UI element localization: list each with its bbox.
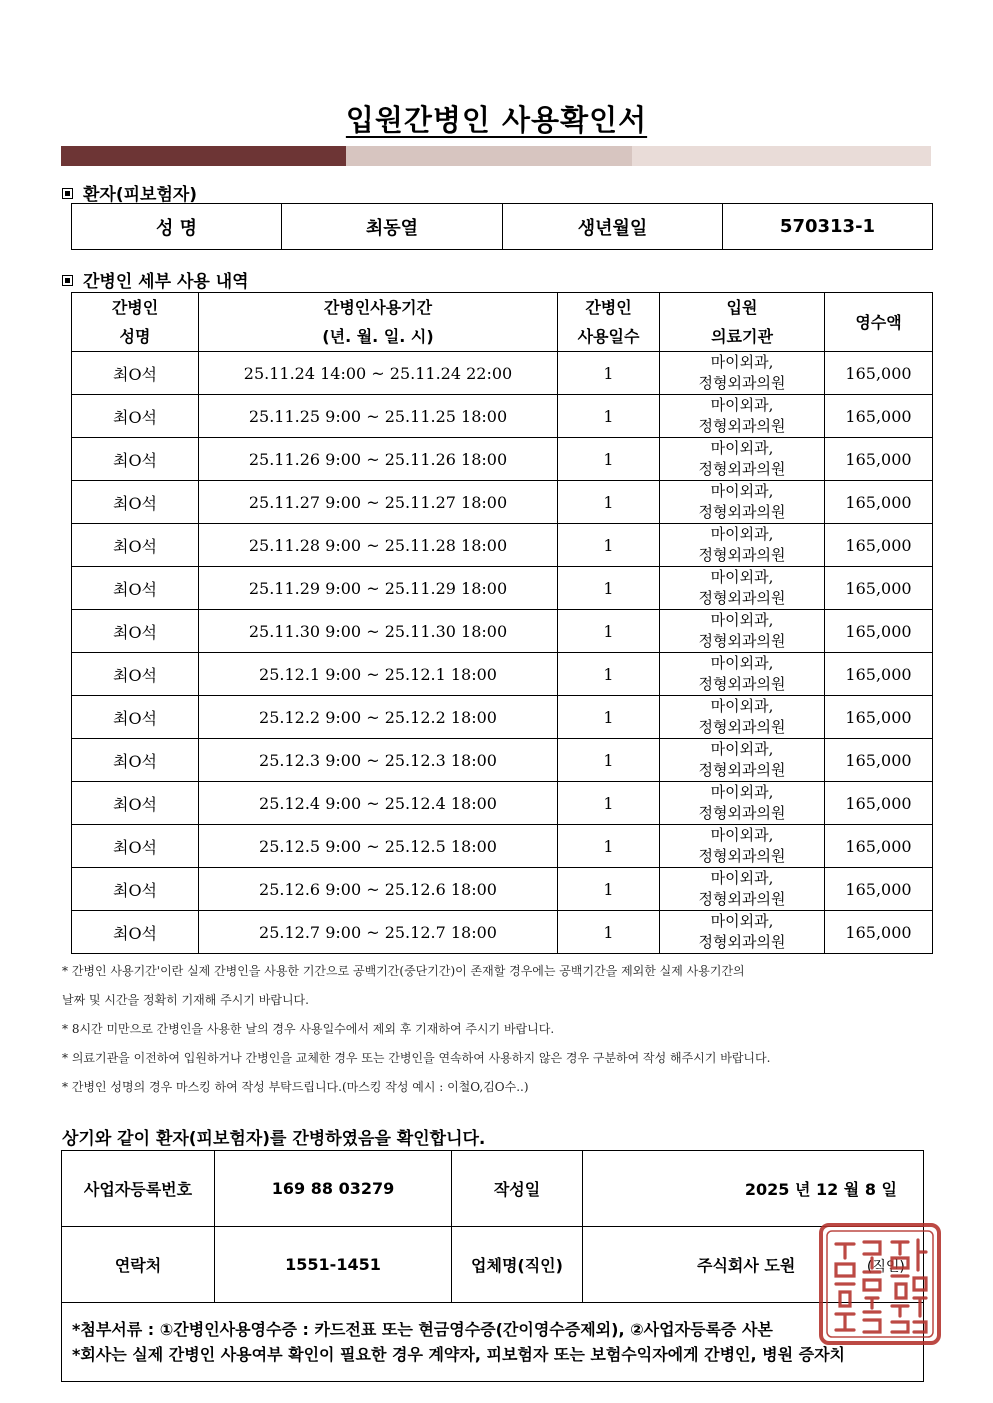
usage-days: 1 (558, 825, 660, 868)
header-hospital: 입원 의료기관 (660, 293, 825, 352)
notes (62, 962, 942, 1107)
usage-period: 25.11.29 9:00 ~ 25.11.29 18:00 (199, 567, 558, 610)
hospital (660, 481, 825, 524)
seal-glyphs (836, 1240, 926, 1332)
hospital-line: 마이외과, (710, 783, 774, 801)
hospital-line: 마이외과, (710, 697, 774, 715)
caregiver-name: 최O석 (72, 739, 199, 782)
note-line: * 의료기관을 이전하여 입원하거나 간병인을 교체한 경우 또는 간병인을 연속하여 사용하지 않은 경우 구분하여 작성 해주시기 바랍니다. (62, 1051, 771, 1065)
note-line: * 8시간 미만으로 간병인을 사용한 날의 경우 사용일수에서 제외 후 기재하여 주시기 바랍니다. (62, 1022, 555, 1036)
company-name: 주식회사 도원 (697, 1256, 796, 1275)
usage-days: 1 (558, 524, 660, 567)
usage-period: 25.12.2 9:00 ~ 25.12.2 18:00 (199, 696, 558, 739)
hospital-line: 마이외과, (710, 826, 774, 844)
header-amount: 영수액 (825, 293, 933, 352)
header-days: 간병인 사용일수 (558, 293, 660, 352)
hospital-line: 정형외과의원 (698, 374, 786, 392)
usage-days: 1 (558, 653, 660, 696)
table-row (72, 868, 933, 911)
usage-period: 25.11.27 9:00 ~ 25.11.27 18:00 (199, 481, 558, 524)
usage-period: 25.12.3 9:00 ~ 25.12.3 18:00 (199, 739, 558, 782)
title-bar-mid (346, 146, 632, 166)
caregiver-name: 최O석 (72, 567, 199, 610)
usage-period: 25.11.24 14:00 ~ 25.11.24 22:00 (199, 352, 558, 395)
usage-days: 1 (558, 696, 660, 739)
usage-days: 1 (558, 481, 660, 524)
hospital (660, 524, 825, 567)
amount: 165,000 (825, 352, 933, 395)
hospital-line: 정형외과의원 (698, 632, 786, 650)
amount: 165,000 (825, 911, 933, 954)
hospital (660, 782, 825, 825)
hospital-line: 마이외과, (710, 482, 774, 500)
hospital-line: 정형외과의원 (698, 718, 786, 736)
hospital (660, 610, 825, 653)
hospital-line: 마이외과, (710, 654, 774, 672)
hospital-line: 정형외과의원 (698, 847, 786, 865)
hospital-line: 마이외과, (710, 869, 774, 887)
table-row (72, 653, 933, 696)
amount: 165,000 (825, 438, 933, 481)
usage-period: 25.12.7 9:00 ~ 25.12.7 18:00 (199, 911, 558, 954)
caregiver-name: 최O석 (72, 825, 199, 868)
company-label: 업체명(직인) (452, 1227, 583, 1303)
header-period: 간병인사용기간 (년. 월. 일. 시) (199, 293, 558, 352)
amount: 165,000 (825, 395, 933, 438)
hospital-line: 정형외과의원 (698, 460, 786, 478)
seal-mark: (직인) (866, 1259, 905, 1275)
hospital-line: 마이외과, (710, 568, 774, 586)
hospital (660, 696, 825, 739)
name-label: 성 명 (72, 204, 282, 250)
hospital (660, 739, 825, 782)
table-row (72, 696, 933, 739)
caregiver-name: 최O석 (72, 782, 199, 825)
caregiver-name: 최O석 (72, 696, 199, 739)
hospital (660, 653, 825, 696)
hospital-line: 마이외과, (710, 525, 774, 543)
usage-period: 25.12.4 9:00 ~ 25.12.4 18:00 (199, 782, 558, 825)
usage-period: 25.12.5 9:00 ~ 25.12.5 18:00 (199, 825, 558, 868)
amount: 165,000 (825, 524, 933, 567)
reg-no-value: 169 88 03279 (215, 1151, 452, 1227)
hospital-line: 정형외과의원 (698, 804, 786, 822)
hospital-line: 정형외과의원 (698, 503, 786, 521)
title-bar-dark (61, 146, 346, 166)
note-line: * 간병인 사용기간'이란 실제 간병인을 사용한 기간으로 공백기간(중단기간)이 존재할 경우에는 공백기간을 제외한 실제 사용기간의 (62, 964, 745, 978)
hospital (660, 352, 825, 395)
company-table (61, 1150, 924, 1382)
patient-section-heading: 환자(피보험자) (62, 180, 197, 205)
hospital (660, 567, 825, 610)
table-row (72, 395, 933, 438)
usage-period: 25.11.25 9:00 ~ 25.11.25 18:00 (199, 395, 558, 438)
caregiver-detail-table (71, 292, 933, 954)
caregiver-name: 최O석 (72, 438, 199, 481)
document-title: 입원간병인 사용확인서 (345, 103, 648, 137)
title-bar-light (632, 146, 931, 166)
patient-name: 최동열 (282, 204, 503, 250)
table-row (72, 567, 933, 610)
amount: 165,000 (825, 610, 933, 653)
amount: 165,000 (825, 481, 933, 524)
caregiver-name: 최O석 (72, 653, 199, 696)
usage-period: 25.12.6 9:00 ~ 25.12.6 18:00 (199, 868, 558, 911)
hospital-line: 마이외과, (710, 353, 774, 371)
usage-period: 25.11.26 9:00 ~ 25.11.26 18:00 (199, 438, 558, 481)
note-line: 날짜 및 시간을 정확히 기재해 주시기 바랍니다. (62, 993, 309, 1007)
reg-no-label: 사업자등록번호 (62, 1151, 215, 1227)
usage-days: 1 (558, 911, 660, 954)
usage-days: 1 (558, 567, 660, 610)
square-bullet-icon (62, 275, 73, 286)
usage-days: 1 (558, 610, 660, 653)
hospital (660, 825, 825, 868)
table-row (72, 782, 933, 825)
caregiver-name: 최O석 (72, 524, 199, 567)
hospital-line: 마이외과, (710, 396, 774, 414)
table-row (72, 610, 933, 653)
date-value: 2025 년 12 월 8 일 (583, 1151, 924, 1227)
usage-days: 1 (558, 782, 660, 825)
company-seal-stamp (818, 1222, 942, 1346)
hospital-line: 정형외과의원 (698, 890, 786, 908)
usage-period: 25.11.28 9:00 ~ 25.11.28 18:00 (199, 524, 558, 567)
amount: 165,000 (825, 567, 933, 610)
hospital-line: 마이외과, (710, 740, 774, 758)
amount: 165,000 (825, 868, 933, 911)
detail-section-heading: 간병인 세부 사용 내역 (62, 267, 249, 292)
hospital-line: 마이외과, (710, 912, 774, 930)
table-row (72, 739, 933, 782)
table-row (72, 825, 933, 868)
patient-birth: 570313-1 (723, 204, 933, 250)
usage-days: 1 (558, 739, 660, 782)
hospital-line: 정형외과의원 (698, 546, 786, 564)
caregiver-name: 최O석 (72, 610, 199, 653)
table-row (72, 438, 933, 481)
contact-label: 연락처 (62, 1227, 215, 1303)
amount: 165,000 (825, 653, 933, 696)
attachment-line: *회사는 실제 간병인 사용여부 확인이 필요한 경우 계약자, 피보험자 또는 보험수익자에게 간병인, 병원 증자치 (72, 1345, 846, 1364)
attachment-line: *첨부서류 : ①간병인사용영수증 : 카드전표 또는 현금영수증(간이영수증제외), ②사업자등록증 사본 (72, 1320, 773, 1339)
hospital-line: 마이외과, (710, 611, 774, 629)
date-label: 작성일 (452, 1151, 583, 1227)
header-caregiver-name: 간병인 성명 (72, 293, 199, 352)
hospital (660, 911, 825, 954)
caregiver-name: 최O석 (72, 868, 199, 911)
hospital-line: 마이외과, (710, 439, 774, 457)
usage-period: 25.12.1 9:00 ~ 25.12.1 18:00 (199, 653, 558, 696)
usage-days: 1 (558, 438, 660, 481)
caregiver-name: 최O석 (72, 911, 199, 954)
amount: 165,000 (825, 696, 933, 739)
hospital-line: 정형외과의원 (698, 589, 786, 607)
caregiver-name: 최O석 (72, 481, 199, 524)
hospital (660, 395, 825, 438)
caregiver-name: 최O석 (72, 395, 199, 438)
hospital (660, 868, 825, 911)
table-row (72, 352, 933, 395)
usage-days: 1 (558, 868, 660, 911)
usage-days: 1 (558, 352, 660, 395)
hospital-line: 정형외과의원 (698, 417, 786, 435)
caregiver-name: 최O석 (72, 352, 199, 395)
hospital-line: 정형외과의원 (698, 675, 786, 693)
amount: 165,000 (825, 739, 933, 782)
attachment-notes (62, 1303, 924, 1382)
hospital-line: 정형외과의원 (698, 761, 786, 779)
table-row (72, 524, 933, 567)
patient-table (71, 203, 933, 250)
confirmation-statement: 상기와 같이 환자(피보험자)를 간병하였음을 확인합니다. (62, 1129, 486, 1149)
birth-label: 생년월일 (503, 204, 723, 250)
table-row (72, 911, 933, 954)
amount: 165,000 (825, 825, 933, 868)
amount: 165,000 (825, 782, 933, 825)
hospital-line: 정형외과의원 (698, 933, 786, 951)
usage-days: 1 (558, 395, 660, 438)
contact-value: 1551-1451 (215, 1227, 452, 1303)
square-bullet-icon (62, 188, 73, 199)
note-line: * 간병인 성명의 경우 마스킹 하여 작성 부탁드립니다.(마스킹 작성 예시 : 이철O,김O수..) (62, 1080, 529, 1094)
usage-period: 25.11.30 9:00 ~ 25.11.30 18:00 (199, 610, 558, 653)
hospital (660, 438, 825, 481)
table-header-row (72, 293, 933, 352)
table-row (72, 481, 933, 524)
